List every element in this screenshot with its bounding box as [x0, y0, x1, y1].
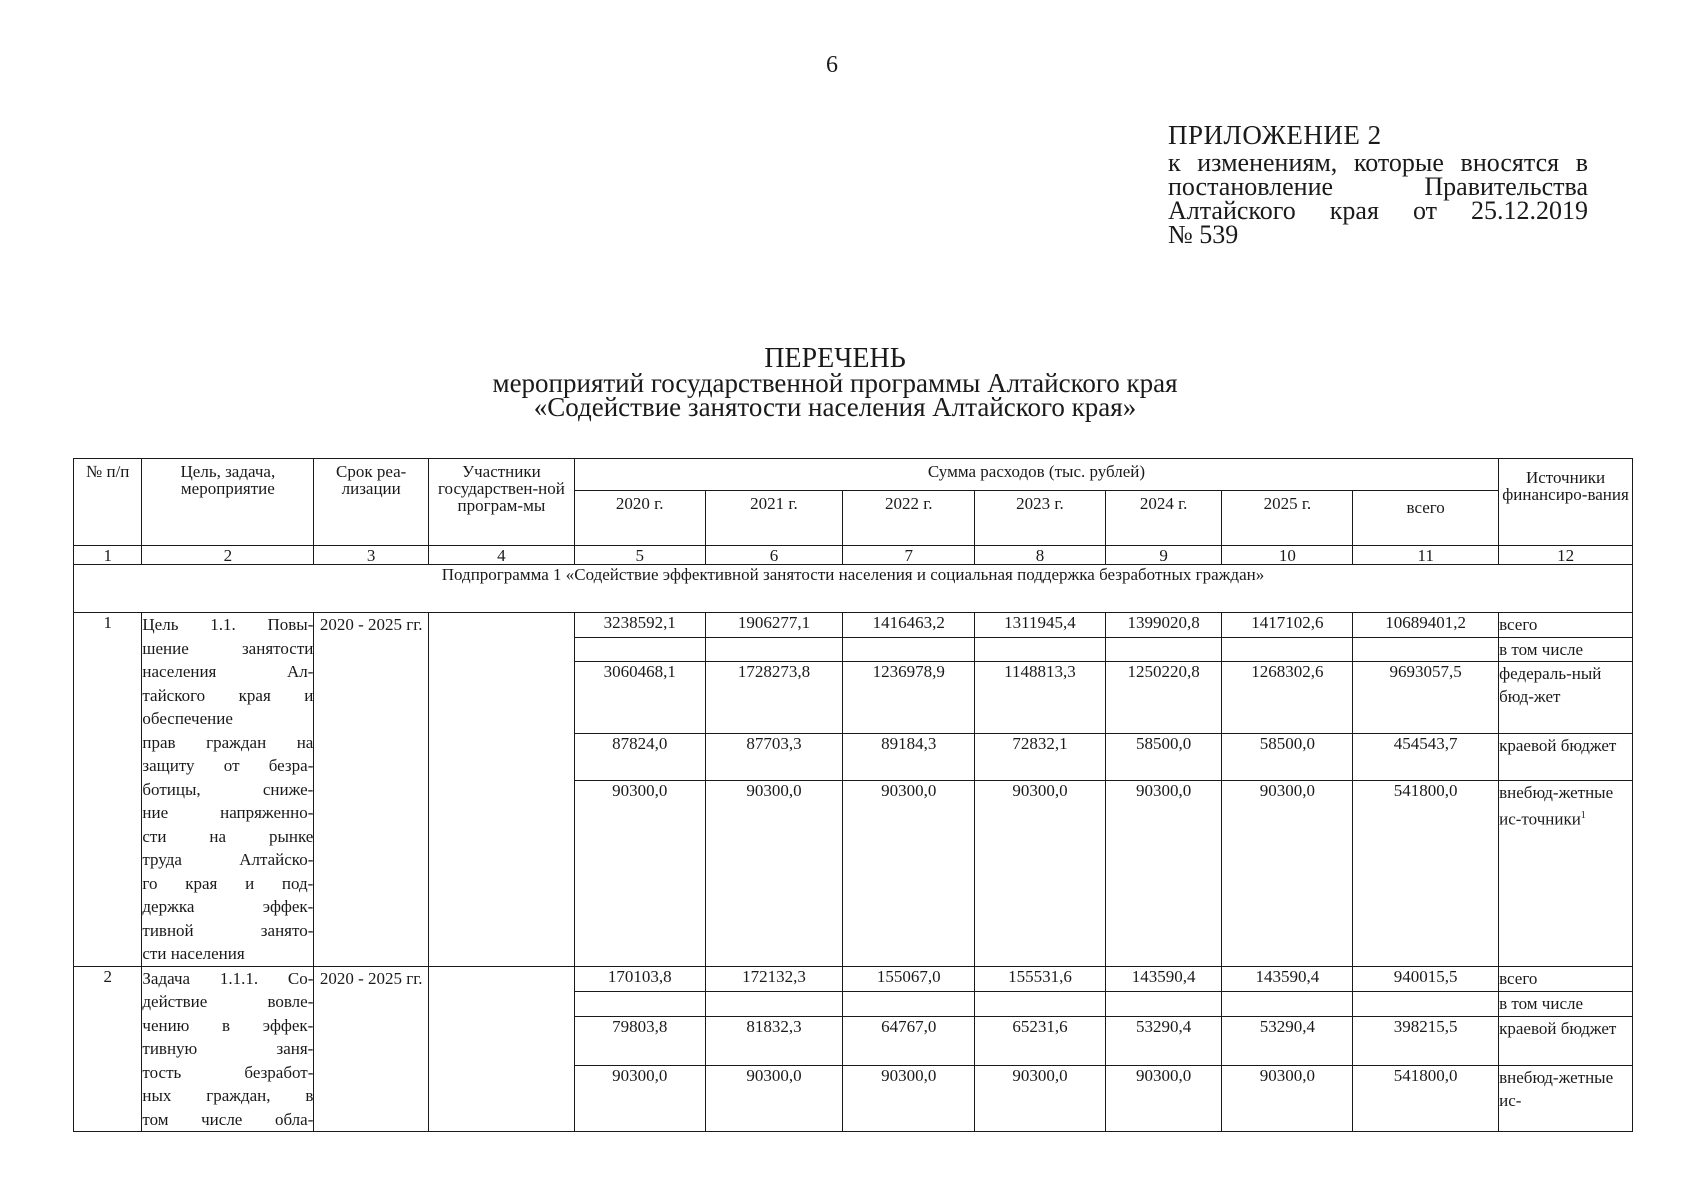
value-cell: 1399020,8 [1105, 613, 1222, 638]
column-number: 11 [1353, 546, 1499, 565]
source-text: внебюд-жетные ис-точники [1499, 783, 1614, 829]
value-cell: 89184,3 [843, 733, 975, 780]
appendix-line: к изменениям, которые вносятся в [1168, 148, 1588, 177]
value-cell: 64767,0 [843, 1017, 975, 1066]
value-cell: 87824,0 [574, 733, 705, 780]
column-number: 5 [574, 546, 705, 565]
value-cell: 58500,0 [1222, 733, 1353, 780]
value-cell: 541800,0 [1353, 781, 1499, 966]
value-cell: 79803,8 [574, 1017, 705, 1066]
source-cell: краевой бюджет [1499, 733, 1633, 780]
heading-title: ПЕРЕЧЕНЬ [764, 343, 906, 374]
appendix-line: № 539 [1168, 220, 1239, 249]
goal-line: населения Ал- [142, 662, 314, 681]
value-cell: 1236978,9 [843, 662, 975, 734]
value-cell [705, 992, 843, 1017]
goal-line: том числе обла- [142, 1109, 314, 1129]
value-cell [1353, 638, 1499, 662]
row-number: 2 [74, 966, 142, 1132]
value-cell: 90300,0 [1105, 1065, 1222, 1131]
value-cell [1105, 638, 1222, 662]
value-cell: 90300,0 [1105, 781, 1222, 966]
value-cell [574, 638, 705, 662]
value-cell: 90300,0 [1222, 1065, 1353, 1131]
document-heading [0, 343, 1670, 422]
value-cell: 90300,0 [574, 1065, 705, 1131]
column-number: 9 [1105, 546, 1222, 565]
column-number: 6 [705, 546, 843, 565]
value-cell: 90300,0 [975, 781, 1106, 966]
value-cell: 90300,0 [574, 781, 705, 966]
goal-line: сти населения [142, 944, 245, 963]
goal-line: труда Алтайско- [142, 850, 314, 869]
value-cell: 1417102,6 [1222, 613, 1353, 638]
value-cell: 53290,4 [1105, 1017, 1222, 1066]
value-cell [843, 992, 975, 1017]
value-cell: 10689401,2 [1353, 613, 1499, 638]
column-number: 2 [142, 546, 314, 565]
value-cell: 90300,0 [843, 1065, 975, 1131]
participants-cell [429, 966, 575, 1132]
value-cell [1222, 638, 1353, 662]
goal-line: тивной занято- [142, 920, 314, 940]
subprogram-title: Подпрограмма 1 «Содействие эффективной занятости населения и социальная поддержка безработных граждан» [74, 565, 1633, 613]
value-cell: 172132,3 [705, 966, 843, 992]
period: 2020 - 2025 гг. [314, 613, 429, 967]
value-cell: 143590,4 [1222, 966, 1353, 992]
value-cell: 1906277,1 [705, 613, 843, 638]
source-cell [1499, 781, 1633, 966]
value-cell: 1250220,8 [1105, 662, 1222, 734]
page-number: 6 [826, 52, 838, 78]
header-year: 2022 г. [843, 491, 975, 546]
value-cell: 155531,6 [975, 966, 1106, 992]
value-cell: 454543,7 [1353, 733, 1499, 780]
goal-line: тивную заня- [142, 1039, 314, 1058]
value-cell: 541800,0 [1353, 1065, 1499, 1131]
value-cell: 398215,5 [1353, 1017, 1499, 1066]
column-number: 12 [1499, 546, 1633, 565]
value-cell: 3238592,1 [574, 613, 705, 638]
column-numbers-row [74, 546, 1633, 565]
header-participants: Участники государствен-ной програм-мы [429, 459, 575, 546]
row-number: 1 [74, 613, 142, 967]
appendix-title: ПРИЛОЖЕНИЕ 2 [1168, 120, 1382, 150]
value-cell [705, 638, 843, 662]
source-cell: всего [1499, 966, 1633, 992]
source-cell: федераль-ный бюд-жет [1499, 662, 1633, 734]
goal-text [142, 613, 314, 967]
value-cell [1222, 992, 1353, 1017]
source-cell: всего [1499, 613, 1633, 638]
appendix-line: Алтайского края от 25.12.2019 [1168, 196, 1588, 225]
value-cell: 1416463,2 [843, 613, 975, 638]
table-row [74, 613, 1633, 638]
value-cell: 90300,0 [705, 781, 843, 966]
participants-cell [429, 613, 575, 967]
header-year: 2024 г. [1105, 491, 1222, 546]
header-year: 2023 г. [975, 491, 1106, 546]
value-cell: 90300,0 [843, 781, 975, 966]
goal-line: Задача 1.1.1. Со- [142, 968, 314, 988]
goal-line: тайского края и [142, 685, 314, 705]
value-cell: 3060468,1 [574, 662, 705, 734]
source-cell: внебюд-жетные ис- [1499, 1065, 1633, 1131]
value-cell [975, 638, 1106, 662]
column-number: 8 [975, 546, 1106, 565]
value-cell: 53290,4 [1222, 1017, 1353, 1066]
value-cell: 155067,0 [843, 966, 975, 992]
period: 2020 - 2025 гг. [314, 966, 429, 1132]
header-num: № п/п [74, 459, 142, 546]
value-cell: 143590,4 [1105, 966, 1222, 992]
column-number: 7 [843, 546, 975, 565]
goal-line: ботицы, сниже- [142, 779, 314, 799]
source-cell: в том числе [1499, 638, 1633, 662]
value-cell: 9693057,5 [1353, 662, 1499, 734]
value-cell: 81832,3 [705, 1017, 843, 1066]
goal-line: защиту от безра- [142, 756, 314, 775]
value-cell: 90300,0 [1222, 781, 1353, 966]
header-total: всего [1353, 491, 1499, 546]
value-cell [843, 638, 975, 662]
header-sum: Сумма расходов (тыс. рублей) [574, 459, 1498, 491]
value-cell [1353, 992, 1499, 1017]
header-year: 2020 г. [574, 491, 705, 546]
goal-line: Цель 1.1. Повы- [142, 615, 314, 634]
goal-line: прав граждан на [142, 732, 314, 752]
goal-line: шение занятости [142, 638, 314, 658]
goal-line: чению в эффек- [142, 1015, 314, 1035]
column-number: 10 [1222, 546, 1353, 565]
goal-line: обеспечение [142, 709, 233, 728]
goal-line: сти на рынке [142, 826, 314, 846]
header-goal: Цель, задача, мероприятие [142, 459, 314, 546]
value-cell: 170103,8 [574, 966, 705, 992]
goal-line: ние напряженно- [142, 803, 314, 822]
header-year: 2025 г. [1222, 491, 1353, 546]
source-cell: в том числе [1499, 992, 1633, 1017]
value-cell: 65231,6 [975, 1017, 1106, 1066]
measures-table [73, 458, 1633, 1132]
column-number: 1 [74, 546, 142, 565]
value-cell: 58500,0 [1105, 733, 1222, 780]
footnote-mark: 1 [1580, 810, 1586, 822]
header-sources: Источники финансиро-вания [1499, 459, 1633, 546]
appendix-block [1168, 120, 1588, 249]
goal-line: действие вовле- [142, 992, 314, 1011]
value-cell: 90300,0 [975, 1065, 1106, 1131]
value-cell: 87703,3 [705, 733, 843, 780]
header-period: Срок реа-лизации [314, 459, 429, 546]
value-cell: 1311945,4 [975, 613, 1106, 638]
table-row [74, 966, 1633, 992]
column-number: 3 [314, 546, 429, 565]
heading-line: мероприятий государственной программы Алтайского края [492, 368, 1178, 398]
value-cell: 72832,1 [975, 733, 1106, 780]
subprogram-row [74, 565, 1633, 613]
value-cell: 90300,0 [705, 1065, 843, 1131]
goal-text [142, 966, 314, 1132]
heading-line: «Содействие занятости населения Алтайского края» [533, 392, 1137, 422]
source-cell: краевой бюджет [1499, 1017, 1633, 1066]
goal-line: ных граждан, в [142, 1086, 314, 1105]
value-cell: 1268302,6 [1222, 662, 1353, 734]
appendix-line: постановление Правительства [1168, 172, 1588, 201]
goal-line: го края и под- [142, 873, 314, 893]
goal-line: тость безработ- [142, 1062, 314, 1082]
goal-line: держка эффек- [142, 897, 314, 916]
value-cell: 940015,5 [1353, 966, 1499, 992]
value-cell: 1728273,8 [705, 662, 843, 734]
header-year: 2021 г. [705, 491, 843, 546]
value-cell [574, 992, 705, 1017]
value-cell [1105, 992, 1222, 1017]
column-number: 4 [429, 546, 575, 565]
value-cell: 1148813,3 [975, 662, 1106, 734]
value-cell [975, 992, 1106, 1017]
